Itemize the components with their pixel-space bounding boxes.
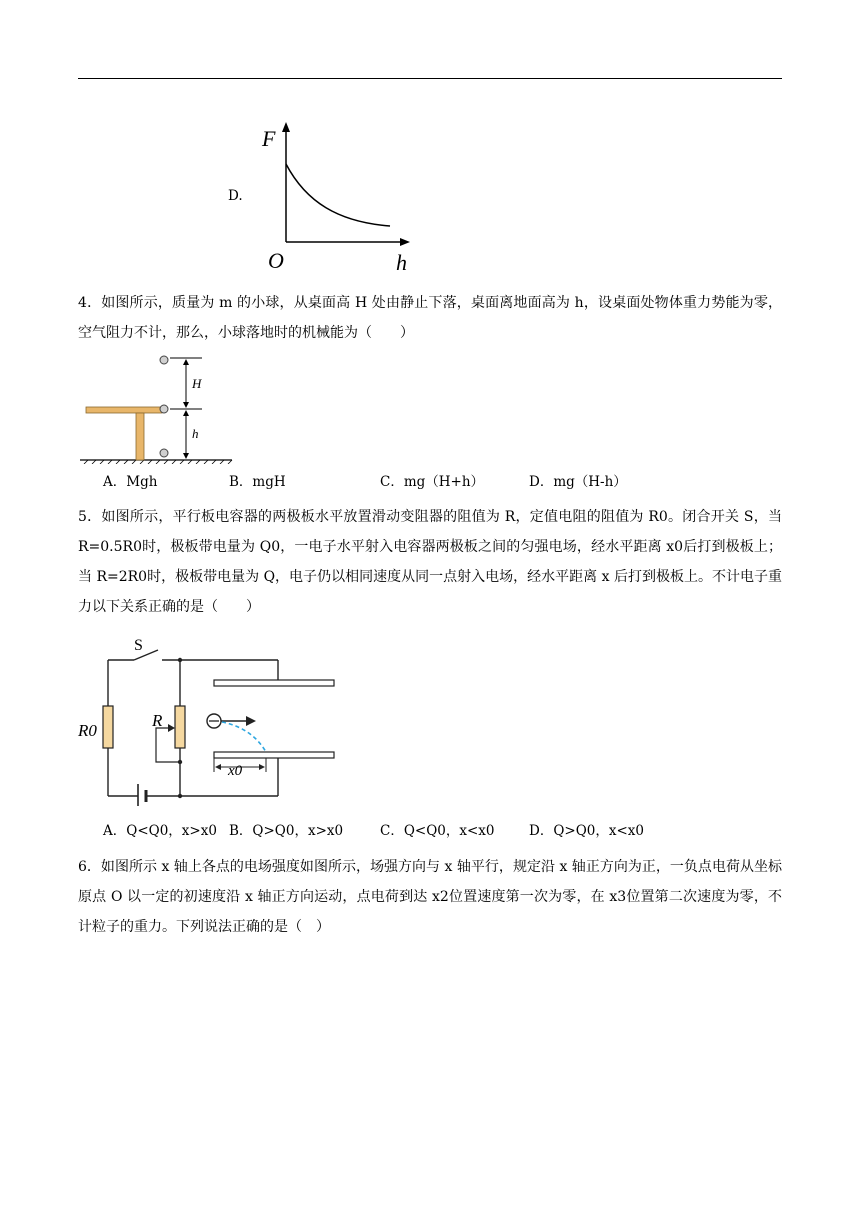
height-h-label: h bbox=[192, 426, 199, 441]
y-axis-label: F bbox=[262, 126, 276, 151]
q5-option-d: D．Q>Q0，x<x0 bbox=[529, 823, 644, 839]
q4-figure bbox=[80, 352, 240, 464]
q3-option-d-graph bbox=[258, 118, 418, 276]
rheostat-R-label: R bbox=[152, 711, 163, 730]
origin-label: O bbox=[268, 248, 284, 273]
ball-initial bbox=[160, 356, 168, 364]
q3-option-d-label: D. bbox=[228, 188, 243, 204]
q4-option-c: C．mg（H+h） bbox=[380, 474, 485, 490]
ball-table-level bbox=[160, 405, 168, 413]
header-rule bbox=[78, 78, 782, 79]
switch-label: S bbox=[134, 637, 143, 654]
resistor-R0 bbox=[103, 706, 113, 748]
q5-option-a: A．Q<Q0，x>x0 bbox=[103, 823, 217, 839]
lower-plate bbox=[214, 752, 334, 758]
electron-trajectory bbox=[222, 722, 266, 752]
height-H-label: H bbox=[192, 376, 202, 391]
q5-option-b: B．Q>Q0，x>x0 bbox=[229, 823, 344, 839]
q4-option-b: B．mgH bbox=[229, 474, 286, 490]
decay-curve bbox=[286, 164, 390, 226]
q6-question-text: 6．如图所示 x 轴上各点的电场强度如图所示，场强方向与 x 轴平行，规定沿 x 轴正方向为正，一负点电荷从坐标原点 O 以一定的初速度沿 x 轴正方向运动，点电荷到达 x2位置速度第一次为零，在 x3位置第二次速度为零，不计粒子的重力。下列说法正确的是（ ） bbox=[78, 859, 782, 935]
q5-circuit-figure bbox=[76, 634, 344, 806]
table-leg bbox=[136, 413, 144, 460]
upper-plate bbox=[214, 680, 334, 686]
q5-question-text: 5．如图所示，平行板电容器的两极板水平放置滑动变阻器的阻值为 R，定值电阻的阻值为 R0。闭合开关 S，当 R=0.5R0时，极板带电量为 Q0，一电子水平射入电容器两极板之间的匀强电场，经水平距离 x0后打到极板上；当 R=2R0时，极板带电量为 Q，电子仍以相同速度从同一点射入电场，经水平距离 x 后打到极板上。不计电子重力以下关系正确的是（ ） bbox=[78, 509, 782, 615]
table-top bbox=[86, 407, 162, 413]
resistor-R0-label: R0 bbox=[78, 721, 97, 740]
rheostat-R bbox=[175, 706, 185, 748]
q5-option-c: C．Q<Q0，x<x0 bbox=[380, 823, 495, 839]
x-axis-label: h bbox=[396, 250, 407, 275]
q4-question-text: 4．如图所示，质量为 m 的小球，从桌面高 H 处由静止下落，桌面离地面高为 h，设桌面处物体重力势能为零，空气阻力不计，那么，小球落地时的机械能为（ ） bbox=[78, 295, 782, 341]
distance-x0-label: x0 bbox=[228, 763, 243, 779]
q4-option-a: A．Mgh bbox=[103, 474, 158, 490]
q4-option-d: D．mg（H-h） bbox=[529, 474, 627, 490]
ball-ground bbox=[160, 449, 168, 457]
